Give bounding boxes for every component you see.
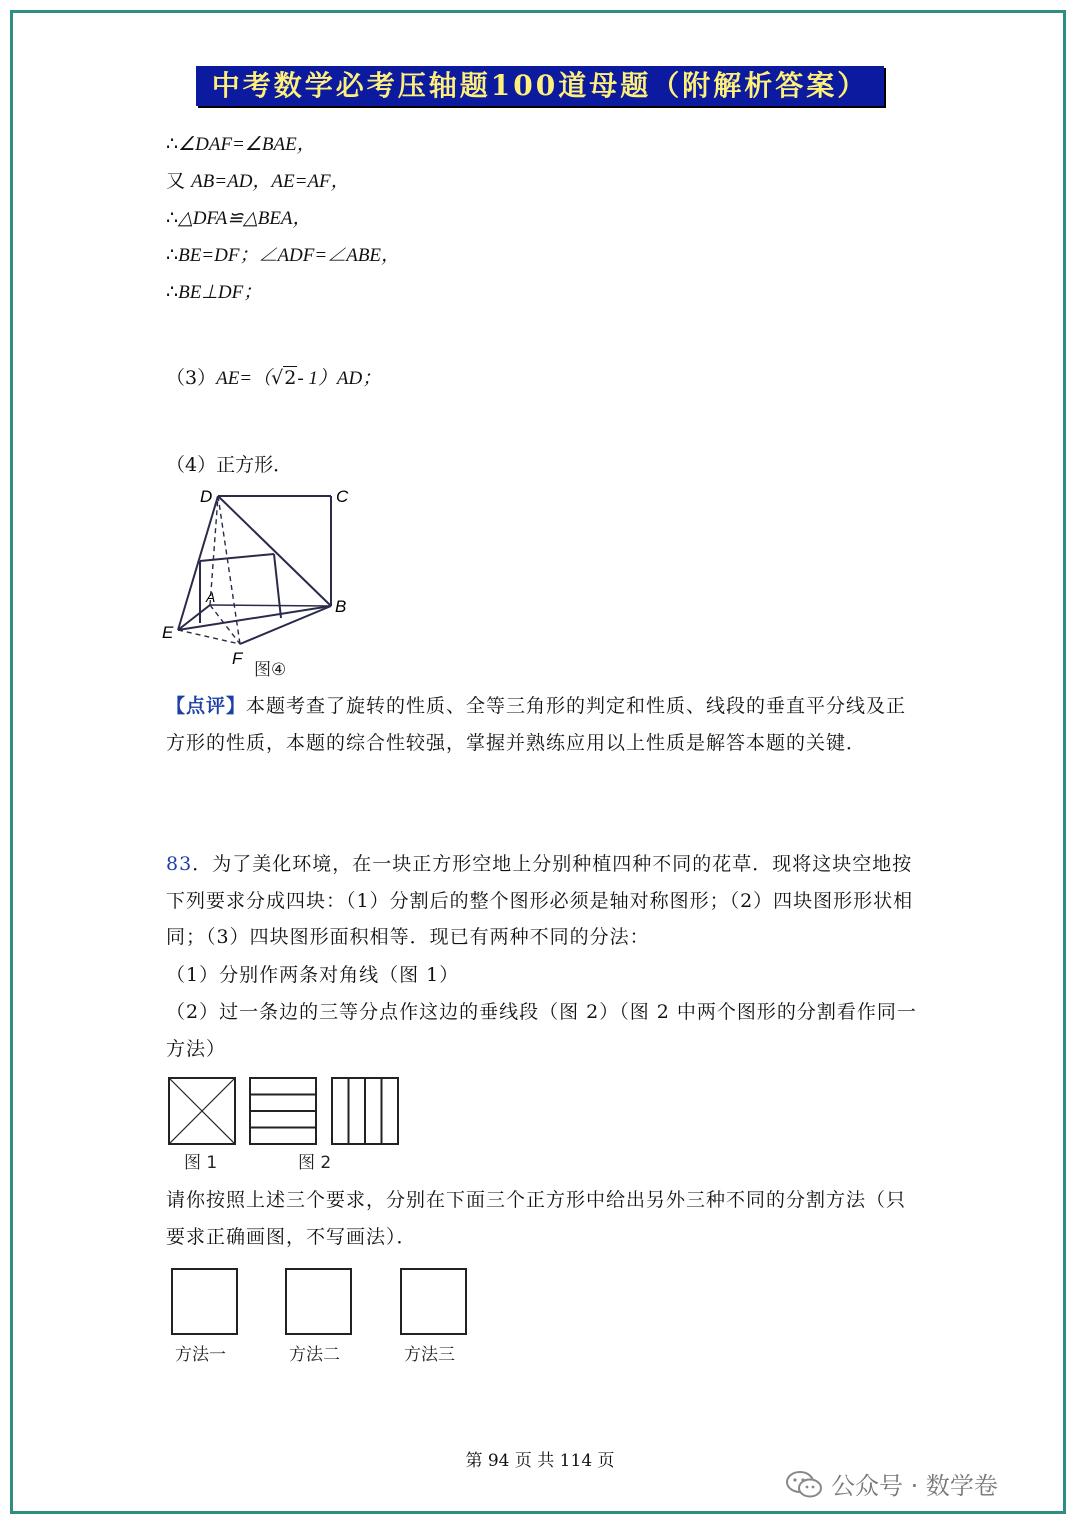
segment-ab xyxy=(210,605,331,606)
proof-line-5: ∴BE⊥DF； xyxy=(166,281,263,303)
method-3-square xyxy=(401,1269,466,1334)
proof-line-2: 又 AB=AD，AE=AF， xyxy=(166,170,350,192)
method-1-square xyxy=(172,1269,237,1334)
figure-4-caption: 图④ xyxy=(254,660,287,680)
comment-tag: 【点评】 xyxy=(166,695,247,717)
segment-db xyxy=(218,496,331,606)
answer-squares xyxy=(160,1260,480,1370)
point-b-label: B xyxy=(335,597,347,616)
point-c-label: C xyxy=(336,487,349,506)
point-a-label: A xyxy=(206,589,216,605)
part4-answer: （4）正方形． xyxy=(166,454,293,476)
method-2-square xyxy=(286,1269,351,1334)
wechat-icon xyxy=(785,1469,823,1499)
task-text: 请你按照上述三个要求，分别在下面三个正方形中给出另外三种不同的分割方法（只要求正确画图，不写画法）． xyxy=(166,1189,907,1248)
method-2-text: （2）过一条边的三等分点作这边的垂线段（图 2）（图 2 中两个图形的分割看作同一方法） xyxy=(166,1001,917,1060)
figure-4 xyxy=(156,482,366,682)
segment-fb xyxy=(240,606,331,644)
document-title: 中考数学必考压轴题100道母题（附解析答案） xyxy=(196,66,884,106)
method-1-caption: 方法一 xyxy=(175,1345,226,1365)
proof-line-1: ∴∠DAF=∠BAE， xyxy=(166,133,316,155)
question-number: 83 xyxy=(166,853,193,875)
method-3-caption: 方法三 xyxy=(404,1345,455,1365)
proof-line-4: ∴BE=DF；∠ADF=∠ABE， xyxy=(166,244,401,266)
comment-paragraph: 【点评】本题考查了旋转的性质、全等三角形的判定和性质、线段的垂直平分线及正方形的性质，本题的综合性较强，掌握并熟练应用以上性质是解答本题的关键． xyxy=(166,695,907,754)
watermark-text: 公众号 · 数学卷 xyxy=(831,1472,998,1500)
point-f-label: F xyxy=(232,649,243,668)
watermark xyxy=(785,1466,998,1501)
proof-line-3: ∴△DFA≌△BEA， xyxy=(166,207,312,229)
segment-ef xyxy=(178,630,240,644)
method-1-text: （1）分别作两条对角线（图 1） xyxy=(166,964,460,986)
fig1-caption: 图 1 xyxy=(184,1153,218,1173)
point-d-label: D xyxy=(200,487,213,506)
question-83: 83．为了美化环境，在一块正方形空地上分别种植四种不同的花草．现将这块空地按下列要求分成四块：（1）分割后的整个图形必须是轴对称图形；（2）四块图形形状相同；（3）四块图形面积相等．现已有两种不同的分法： xyxy=(166,853,914,948)
point-e-label: E xyxy=(162,623,174,642)
segment-de xyxy=(178,496,218,630)
part3-answer: （3）AE=（√2- 1）AD； xyxy=(166,367,382,389)
method-2-caption: 方法二 xyxy=(289,1345,340,1365)
fig2-caption: 图 2 xyxy=(298,1153,332,1173)
figures-1-2 xyxy=(160,1070,410,1180)
inner-right xyxy=(274,554,281,618)
page-number: 第 94 页 共 114 页 xyxy=(465,1451,615,1471)
inner-top xyxy=(200,554,274,561)
